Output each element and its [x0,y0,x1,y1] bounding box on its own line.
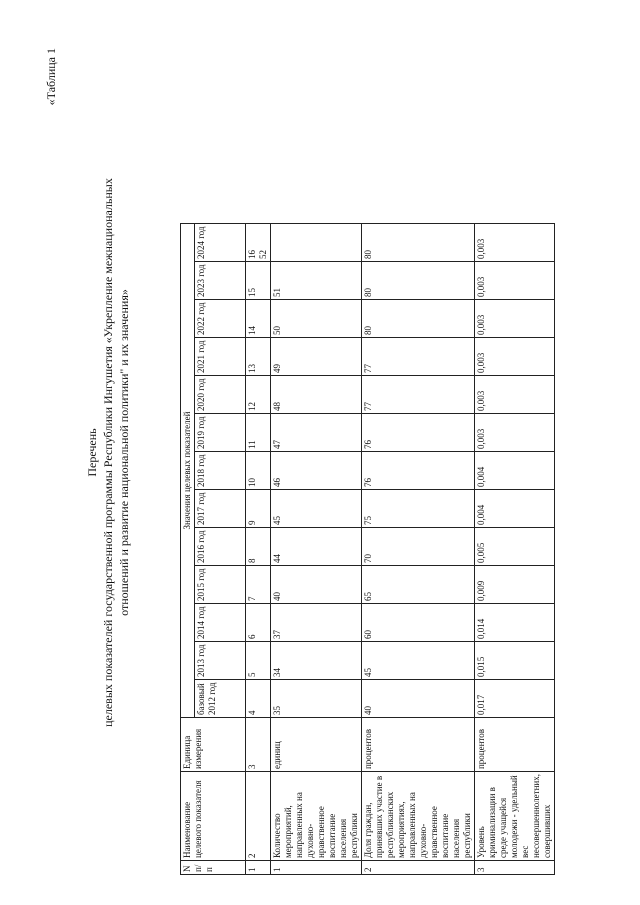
row-value: 70 [362,528,475,566]
header-year: 2013 год [195,642,246,680]
row-value: 0,009 [475,566,555,604]
row-value: 0,015 [475,642,555,680]
column-number: 5 [246,642,271,680]
row-value: 0,003 [475,262,555,300]
document-subtitle-line-1: целевых показателей государственной программы Республики Ингушетия «Укрепление межнациональных [101,178,115,727]
header-name: Наименование целевого показателя [181,772,246,861]
row-number: 3 [475,861,555,875]
header-year: 2021 год [195,338,246,376]
row-value: 44 [271,528,362,566]
row-value: 60 [362,604,475,642]
header-year: 2020 год [195,376,246,414]
column-number: 10 [246,452,271,490]
row-number: 1 [271,861,362,875]
row-value: 0,004 [475,490,555,528]
row-value: 47 [271,414,362,452]
row-value: 80 [362,262,475,300]
row-unit: единиц [271,718,362,772]
header-year: базовый 2012 год [195,680,246,718]
row-value: 0,003 [475,224,555,262]
table-label: «Таблица 1 [44,48,58,106]
row-indicator-name: Доля граждан, принявших участие в республиканских мероприятиях, направленных на духовно-нравственное воспитание населения республики [362,772,475,861]
row-value: 65 [362,566,475,604]
column-number: 16 52 [246,224,271,262]
row-value: 75 [362,490,475,528]
row-number: 2 [362,861,475,875]
row-value: 80 [362,224,475,262]
row-value: 77 [362,338,475,376]
header-year: 2015 год [195,566,246,604]
header-year: 2016 год [195,528,246,566]
row-value [271,224,362,262]
column-extra-number: 52 [258,250,268,260]
column-number: 1 [246,861,271,875]
column-numbers-row [246,224,271,875]
column-number: 12 [246,376,271,414]
row-value: 34 [271,642,362,680]
column-number: 15 [246,262,271,300]
row-value: 76 [362,452,475,490]
table-row [475,224,555,875]
row-value: 51 [271,262,362,300]
row-value: 37 [271,604,362,642]
document-title: Перечень [85,428,99,477]
row-value: 0,004 [475,452,555,490]
row-value: 76 [362,414,475,452]
header-year: 2014 год [195,604,246,642]
row-value: 0,003 [475,414,555,452]
header-values-group: Значения целевых показателей [181,224,195,718]
column-number: 8 [246,528,271,566]
column-number: 13 [246,338,271,376]
header-num: N п/п [181,861,246,875]
column-number: 6 [246,604,271,642]
row-value: 40 [271,566,362,604]
row-value: 45 [362,642,475,680]
row-indicator-name: Уровень криминализации в среде учащейся молодежи - удельный вес несовершеннолетних, совершивших [475,772,555,861]
row-indicator-name: Количество мероприятий, направленных на духовно-нравственное воспитание населения республики [271,772,362,861]
document-subtitle-line-2: отношений и развитие национальной политики" и их значения» [117,289,131,616]
header-year: 2024 год [195,224,246,262]
header-year: 2022 год [195,300,246,338]
row-value: 46 [271,452,362,490]
column-number: 7 [246,566,271,604]
row-value: 35 [271,680,362,718]
column-number: 2 [246,772,271,861]
row-unit: процентов [362,718,475,772]
row-value: 77 [362,376,475,414]
row-value: 48 [271,376,362,414]
column-number: 11 [246,414,271,452]
table-row [271,224,362,875]
row-value: 49 [271,338,362,376]
header-year: 2023 год [195,262,246,300]
row-value: 0,003 [475,338,555,376]
column-number: 14 [246,300,271,338]
header-year: 2018 год [195,452,246,490]
column-number: 9 [246,490,271,528]
column-number: 3 [246,718,271,772]
table-row [362,224,475,875]
row-value: 40 [362,680,475,718]
header-unit: Единица измерения [181,718,246,772]
row-value: 45 [271,490,362,528]
header-year: 2017 год [195,490,246,528]
row-value: 0,005 [475,528,555,566]
table-body [271,224,555,875]
column-number: 4 [246,680,271,718]
row-value: 0,014 [475,604,555,642]
row-value: 80 [362,300,475,338]
header-year: 2019 год [195,414,246,452]
indicators-table [180,223,555,875]
row-unit: процентов [475,718,555,772]
row-value: 0,003 [475,300,555,338]
row-value: 50 [271,300,362,338]
row-value: 0,017 [475,680,555,718]
row-value: 0,003 [475,376,555,414]
